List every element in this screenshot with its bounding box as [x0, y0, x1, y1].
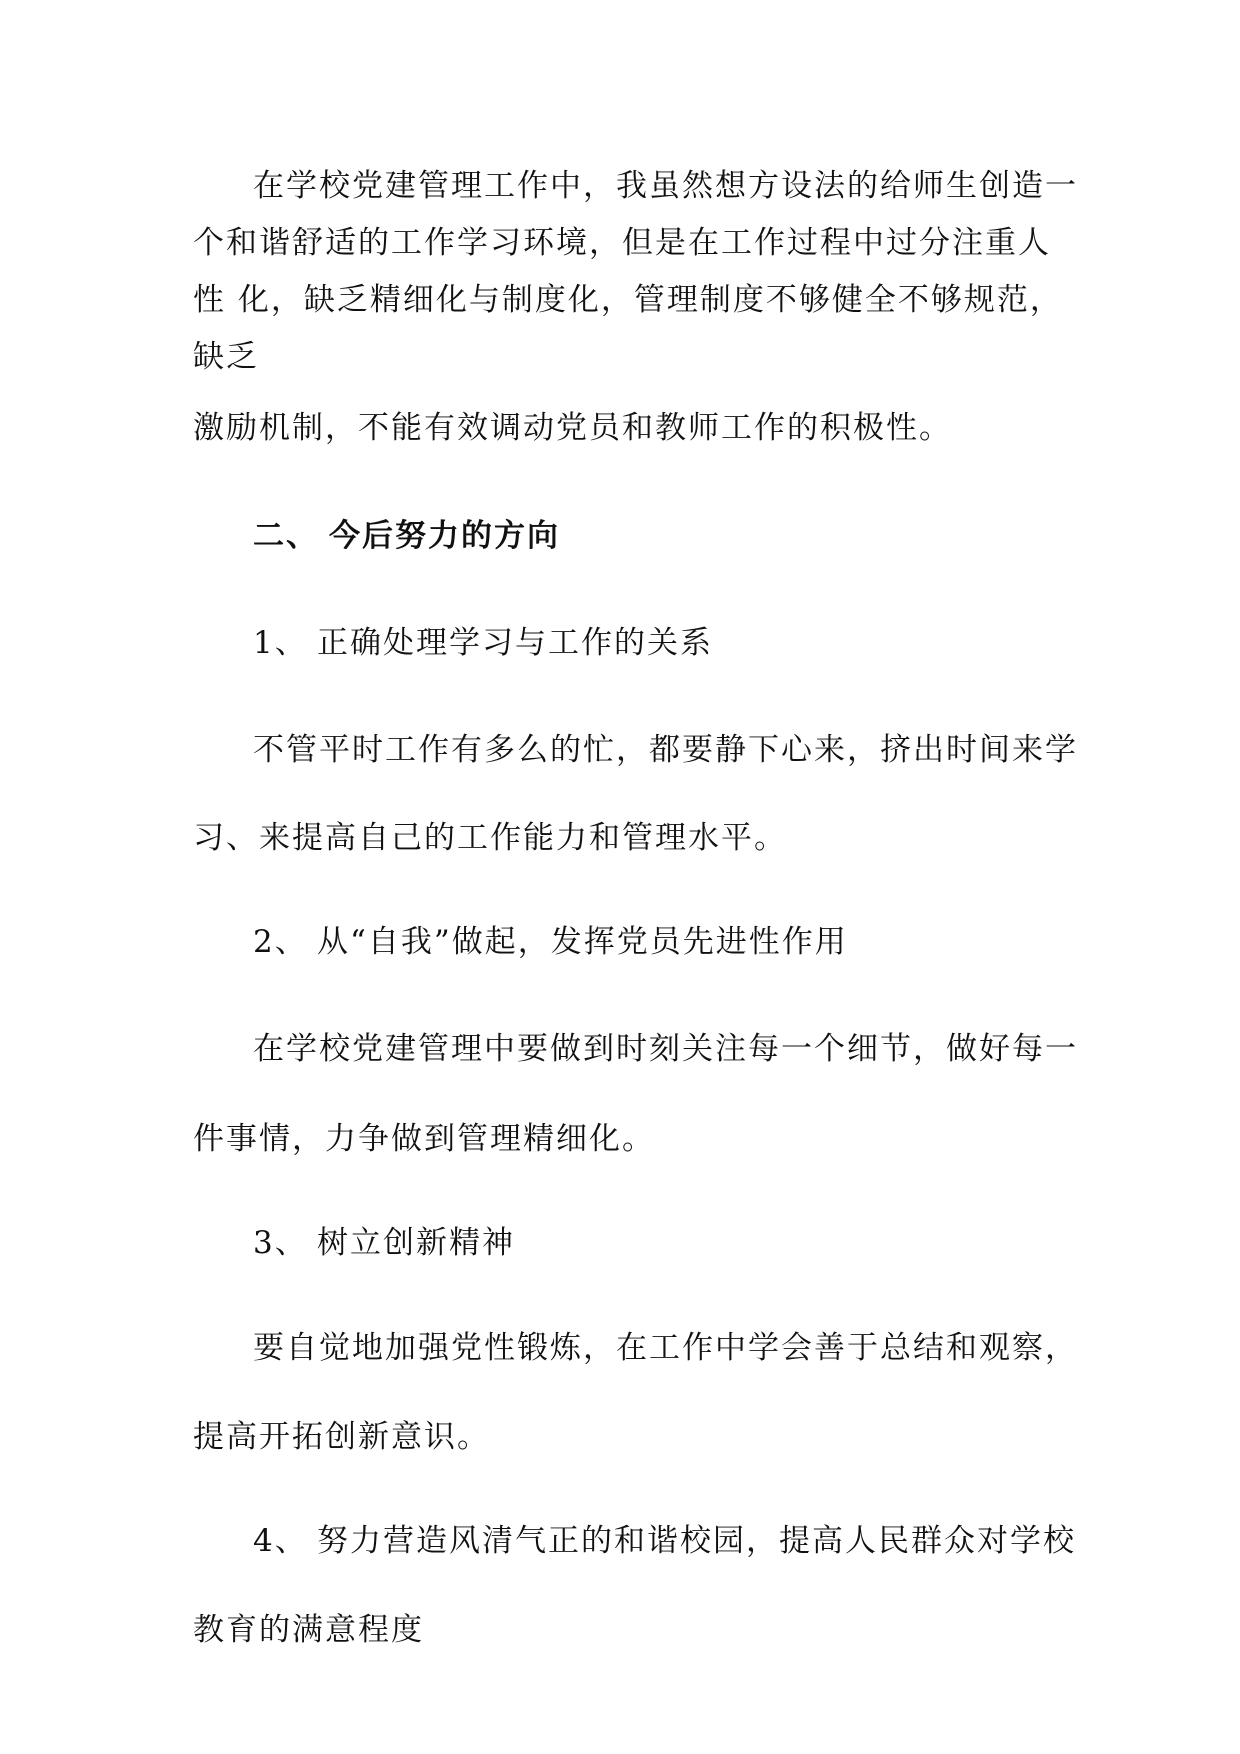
- section-title: 今后努力的方向: [329, 518, 560, 554]
- item-title-continuation: 教育的满意程度: [193, 1612, 424, 1648]
- item-title: 正确处理学习与工作的关系: [317, 625, 713, 661]
- item-heading: [253, 1223, 1053, 1263]
- paragraph-line: 在学校党建管理工作中，我虽然想方设法的给师生创造一: [253, 168, 1078, 204]
- item-number: 1、: [253, 625, 308, 661]
- item-number: 3、: [253, 1225, 308, 1261]
- section-heading: [253, 516, 1053, 556]
- item-title: 树立创新精神: [317, 1225, 515, 1261]
- item-title: 从“自我”做起，发挥党员先进性作用: [317, 924, 848, 960]
- section-number: 二、: [253, 518, 319, 554]
- item-heading: [253, 1521, 1076, 1561]
- paragraph-line: 性 化，缺乏精细化与制度化，管理制度不够健全不够规范，: [193, 282, 1063, 318]
- paragraph-line: 个和谐舒适的工作学习环境，但是在工作过程中过分注重人: [193, 225, 1051, 261]
- paragraph-line: 缺乏: [193, 339, 259, 375]
- item-heading: [253, 623, 1053, 663]
- paragraph-line: 不管平时工作有多么的忙，都要静下心来，挤出时间来学: [253, 732, 1078, 768]
- paragraph-line: 习、来提高自己的工作能力和管理水平。: [193, 820, 787, 856]
- paragraph-line: 激励机制，不能有效调动党员和教师工作的积极性。: [193, 410, 952, 446]
- item-number: 4、: [253, 1523, 308, 1559]
- paragraph-line: 提高开拓创新意识。: [193, 1419, 490, 1455]
- item-number: 2、: [253, 924, 308, 960]
- item-title: 努力营造风清气正的和谐校园，提高人民群众对学校: [317, 1523, 1076, 1559]
- paragraph-line: 在学校党建管理中要做到时刻关注每一个细节，做好每一: [253, 1031, 1078, 1067]
- item-heading: [253, 922, 1053, 962]
- paragraph-line: 件事情，力争做到管理精细化。: [193, 1121, 655, 1157]
- paragraph-line: 要自觉地加强党性锻炼，在工作中学会善于总结和观察，: [253, 1330, 1078, 1366]
